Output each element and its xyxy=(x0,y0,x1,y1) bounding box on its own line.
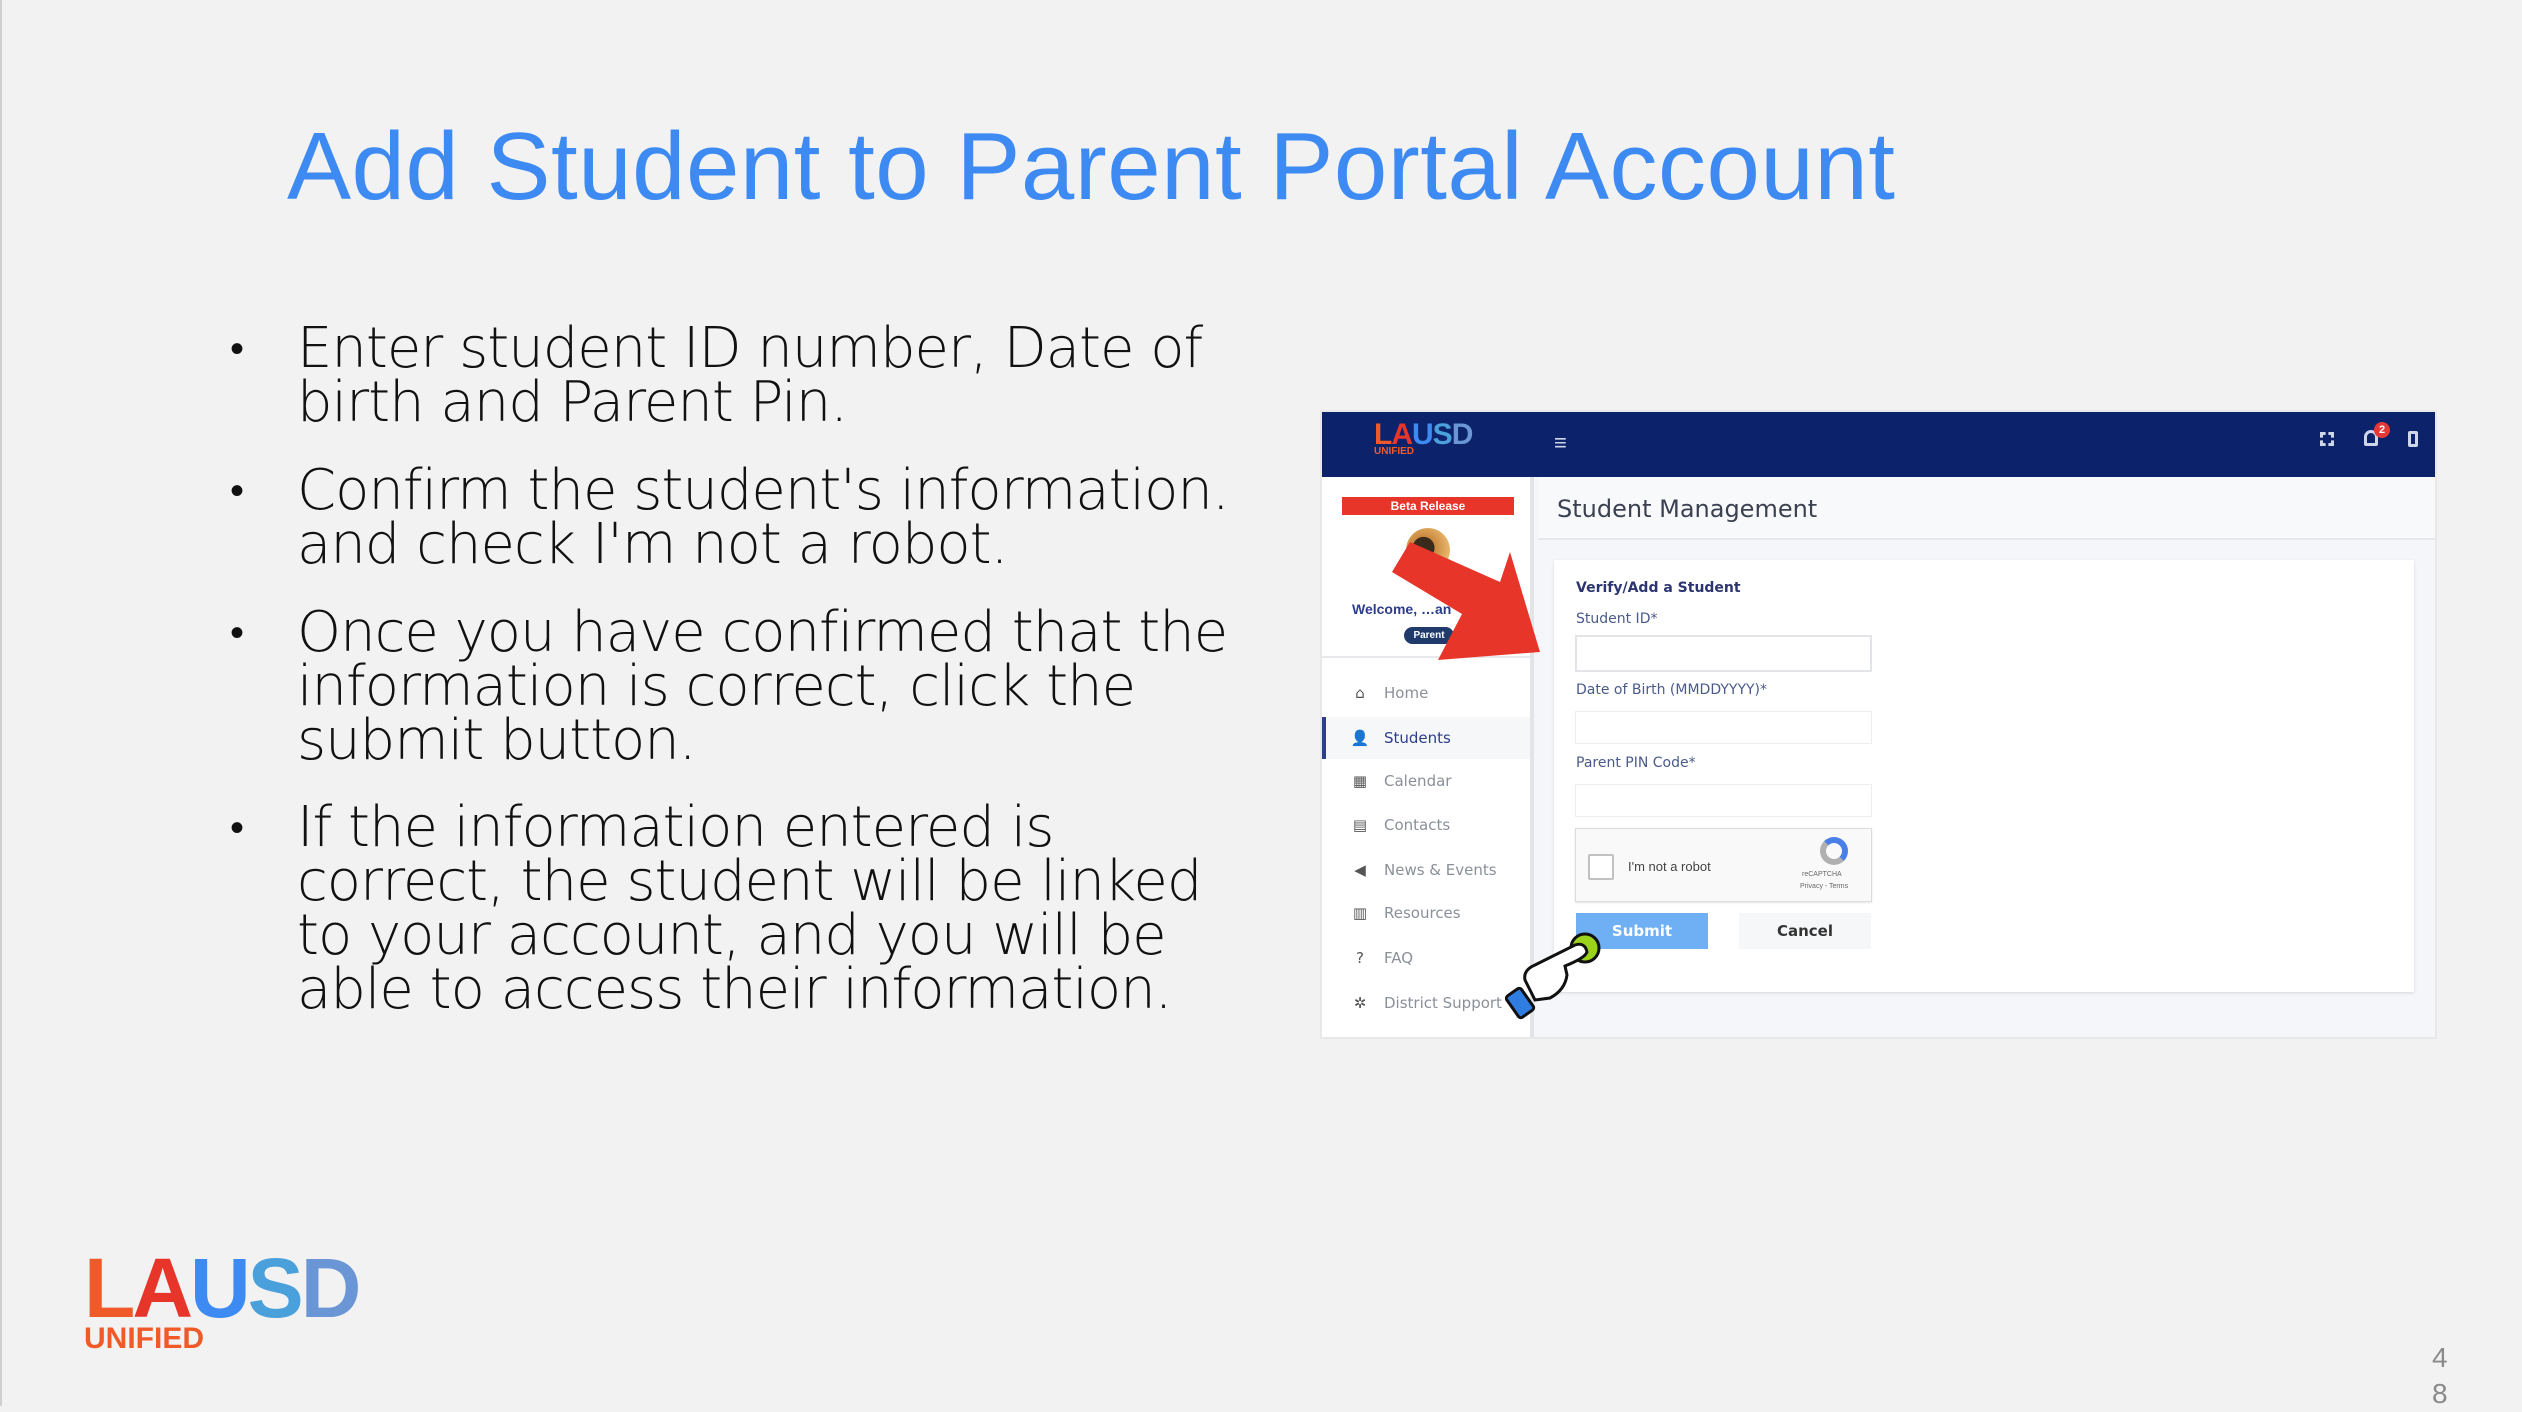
recaptcha-label: I'm not a robot xyxy=(1628,859,1711,874)
calendar-icon: ▦ xyxy=(1352,772,1368,790)
logo-letter: S xyxy=(247,1241,301,1335)
portal-logo-sub: UNIFIED xyxy=(1374,446,1414,457)
bullet-dot: • xyxy=(230,805,245,851)
page-title: Student Management xyxy=(1557,495,1818,523)
bullet-line: Once you have confirmed that the xyxy=(297,600,1228,665)
bullet-line: information is correct, click the xyxy=(297,654,1136,719)
question-icon: ? xyxy=(1356,949,1364,967)
portal-logo: LAUSD UNIFIED xyxy=(1374,418,1473,457)
bullet-line: If the information entered is xyxy=(297,795,1054,860)
home-icon: ⌂ xyxy=(1355,684,1365,702)
nav-label: District Support xyxy=(1384,994,1502,1012)
cancel-button[interactable]: Cancel xyxy=(1739,913,1871,949)
submit-button[interactable]: Submit xyxy=(1576,913,1708,949)
logo-letter: L xyxy=(84,1241,133,1335)
form-heading: Verify/Add a Student xyxy=(1576,580,1741,596)
bullet-dot: • xyxy=(230,468,245,514)
support-icon: ✲ xyxy=(1353,994,1367,1012)
nav-label: Home xyxy=(1384,684,1429,702)
bullet-line: and check I'm not a robot. xyxy=(297,512,1008,577)
bullet-line: able to access their information. xyxy=(297,957,1172,1022)
nav-label: FAQ xyxy=(1384,949,1414,967)
page-number-digit: 4 xyxy=(2432,1342,2448,1373)
pointing-hand-icon xyxy=(1505,930,1605,1020)
welcome-text: Welcome, …an xyxy=(1352,601,1452,617)
notification-badge: 2 xyxy=(2374,422,2390,438)
bullet-dot: • xyxy=(230,610,245,656)
menu-icon[interactable]: ≡ xyxy=(1554,430,1567,455)
bullet-line: Enter student ID number, Date of xyxy=(297,316,1203,381)
bullet-dot: • xyxy=(230,326,245,372)
logo-letter: U xyxy=(189,1241,248,1335)
pointer-arrow-icon xyxy=(1322,412,2435,1037)
bullet-line: submit button. xyxy=(297,708,696,773)
nav-label: Calendar xyxy=(1384,772,1452,790)
logo-sub: UNIFIED xyxy=(84,1322,204,1355)
slide-title: Add Student to Parent Portal Account xyxy=(287,113,1896,220)
books-icon: ▥ xyxy=(1352,904,1368,922)
lausd-footer-logo xyxy=(84,1241,359,1356)
nav-label: News & Events xyxy=(1384,861,1497,879)
recaptcha-brand: reCAPTCHA xyxy=(1802,871,1842,878)
logo-letter: D xyxy=(300,1241,359,1335)
contacts-icon: ▤ xyxy=(1352,816,1368,834)
nav-label: Resources xyxy=(1384,904,1461,922)
bullet-line: Confirm the student's information. xyxy=(297,458,1229,523)
student-id-label: Student ID* xyxy=(1576,611,1658,627)
recaptcha-links[interactable]: Privacy - Terms xyxy=(1800,883,1849,890)
portal-screenshot xyxy=(1322,412,2435,1037)
pin-label: Parent PIN Code* xyxy=(1576,755,1696,771)
nav-label: Contacts xyxy=(1384,816,1451,834)
bullet-line: birth and Parent Pin. xyxy=(297,370,847,435)
beta-badge: Beta Release xyxy=(1342,497,1514,515)
dob-label: Date of Birth (MMDDYYYY)* xyxy=(1576,682,1768,698)
megaphone-icon: ◀ xyxy=(1354,861,1366,879)
logo-letter: A xyxy=(132,1241,190,1335)
role-badge: Parent xyxy=(1404,627,1454,644)
bullet-line: correct, the student will be linked xyxy=(297,849,1202,914)
user-icon: 👤 xyxy=(1350,729,1370,747)
page-number-digit: 8 xyxy=(2432,1378,2448,1409)
bullet-line: to your account, and you will be xyxy=(297,903,1166,968)
nav-label: Students xyxy=(1384,729,1451,747)
page-number xyxy=(2432,1340,2448,1412)
